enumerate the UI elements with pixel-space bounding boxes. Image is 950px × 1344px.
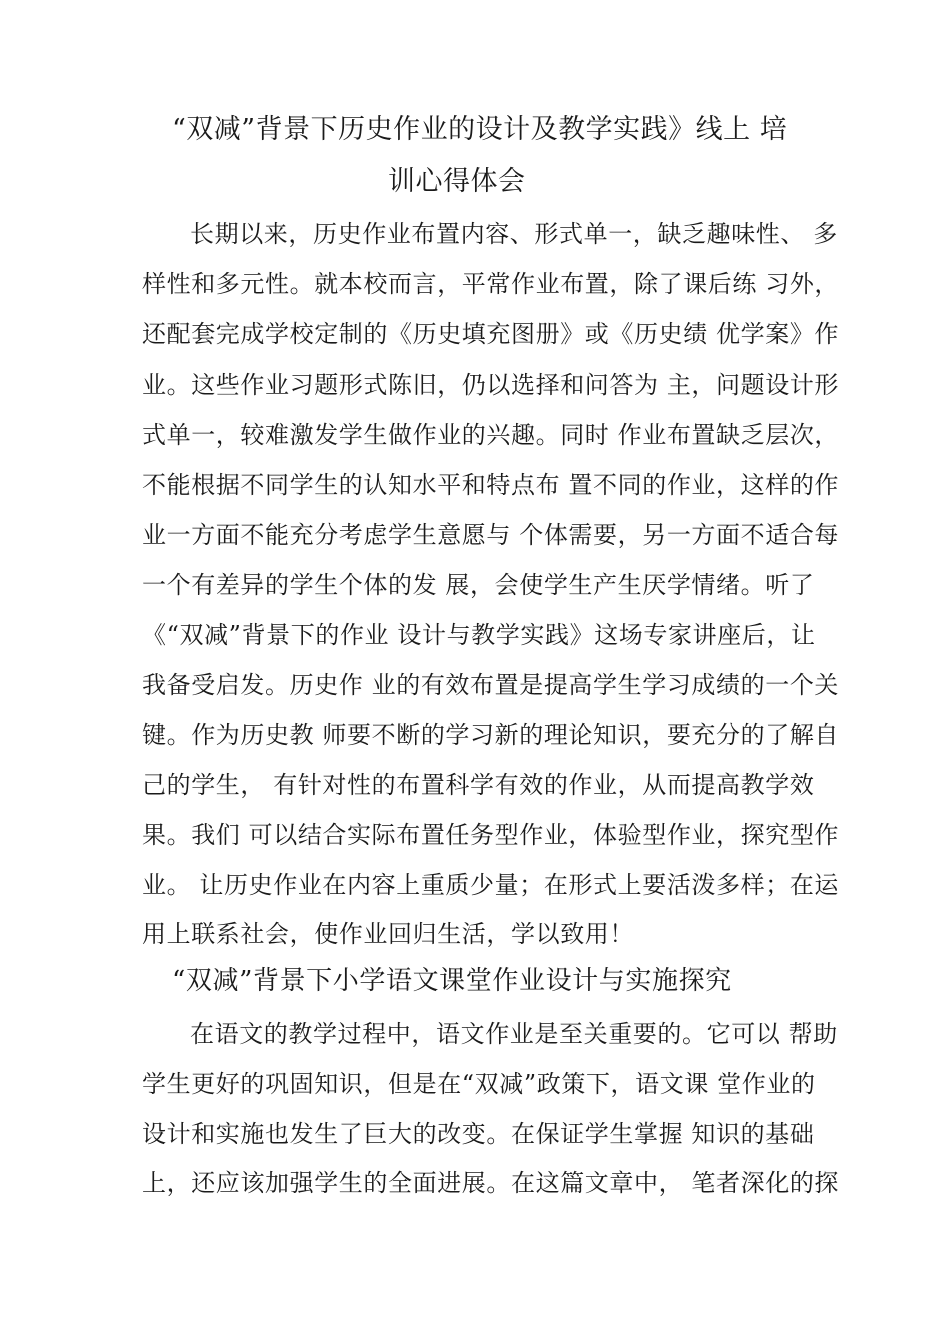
article1-paragraph-line: 一个有差异的学生个体的发 展，会使学生产生厌学情绪。听了: [142, 571, 815, 599]
article1-paragraph-line: 键。作为历史教 师要不断的学习新的理论知识，要充分的了解自: [142, 721, 840, 749]
article1-paragraph-line: 果。我们 可以结合实际布置任务型作业，体验型作业，探究型作: [142, 821, 840, 849]
article1-paragraph-line: 式单一，较难激发学生做作业的兴趣。同时 作业布置缺乏层次，: [142, 421, 840, 449]
article2-paragraph-line: 学生更好的巩固知识，但是在“双减”政策下，语文课 堂作业的: [142, 1070, 816, 1098]
article1-title-line2: 训心得体会: [388, 166, 526, 197]
article1-paragraph-line: 我备受启发。历史作 业的有效布置是提高学生学习成绩的一个关: [142, 671, 840, 699]
article2-paragraph-line: 设计和实施也发生了巨大的改变。在保证学生掌握 知识的基础: [142, 1120, 815, 1148]
article2-paragraph-line: 上，还应该加强学生的全面进展。在这篇文章中， 笔者深化的探: [142, 1169, 840, 1197]
article1-title-line1: “双减”背景下历史作业的设计及教学实践》线上 培: [172, 114, 788, 145]
article1-paragraph-line: 还配套完成学校定制的《历史填充图册》或《历史绩 优学案》作: [142, 320, 840, 348]
article1-paragraph-line: 不能根据不同学生的认知水平和特点布 置不同的作业，这样的作: [142, 471, 840, 499]
article1-paragraph-line: 业。 让历史作业在内容上重质少量；在形式上要活泼多样；在运: [142, 871, 840, 899]
article1-paragraph-line: 用上联系社会，使作业回归生活，学以致用！: [142, 920, 634, 948]
article1-paragraph-line: 业一方面不能充分考虑学生意愿与 个体需要，另一方面不适合每: [142, 521, 840, 549]
article1-paragraph-line: 业。这些作业习题形式陈旧，仍以选择和问答为 主，问题设计形: [142, 371, 840, 399]
article1-paragraph-line: 样性和多元性。就本校而言，平常作业布置，除了课后练 习外，: [142, 270, 840, 298]
article1-paragraph-line: 长期以来，历史作业布置内容、形式单一，缺乏趣味性、 多: [190, 220, 838, 248]
article1-paragraph-line: 己的学生， 有针对性的布置科学有效的作业，从而提高教学效: [142, 771, 815, 799]
article2-paragraph-line: 在语文的教学过程中，语文作业是至关重要的。它可以 帮助: [190, 1020, 838, 1048]
article2-title: “双减”背景下小学语文课堂作业设计与实施探究: [172, 966, 732, 996]
article1-paragraph-line: 《“双减”背景下的作业 设计与教学实践》这场专家讲座后，让: [142, 621, 816, 649]
